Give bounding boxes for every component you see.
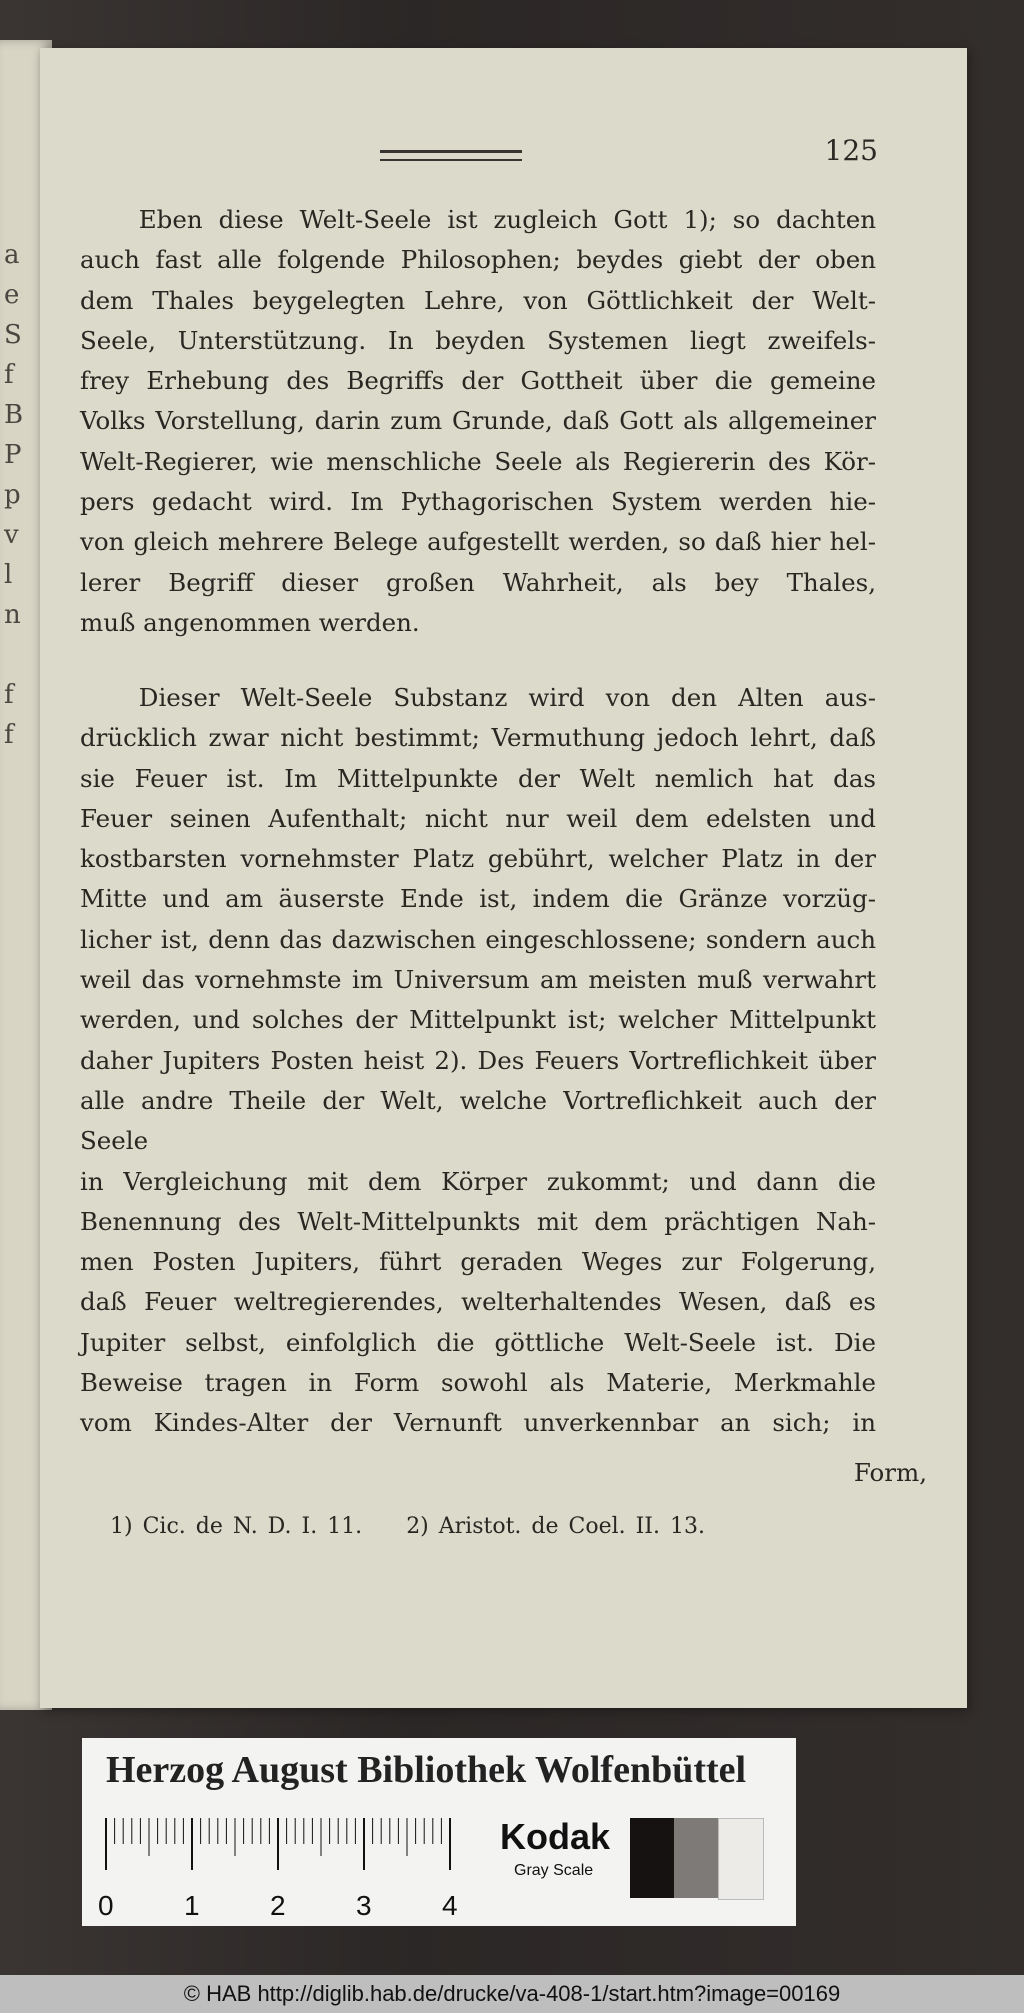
text-line: kostbarsten vornehmster Platz gebührt, welcher Platz in der [80,844,876,874]
book-page [40,48,967,1708]
text-line: muß angenommen werden. [80,607,420,637]
adjacent-page-letter: e [4,280,20,310]
page-number: 125 [824,134,878,167]
text-line: Dieser Welt-Seele Substanz wird von den Alten aus- [138,683,876,712]
text-line: Seele, Unterstützung. In beyden Systemen liegt zweifels- [80,325,876,355]
text-line: in Vergleichung mit dem Körper zukommt; und dann die [80,1166,876,1196]
paragraph-2 [80,678,876,1444]
text-line: men Posten Jupiters, führt geraden Weges zur Folgerung, [80,1247,876,1277]
ruler-number: 3 [356,1890,372,1921]
ruler-numbers [98,1890,484,1921]
adjacent-page-letter: f [4,720,14,750]
footnotes [110,1514,870,1539]
text-line: weil das vornehmste im Universum am meisten muß verwahrt [80,965,876,995]
footnote-1: 1) Cic. de N. D. I. 11. [110,1514,363,1539]
ruler-ticks [104,1818,474,1878]
text-line: daß Feuer weltregierendes, welterhaltendes Wesen, daß es [80,1287,876,1317]
ruler-number: 2 [270,1890,286,1921]
text-line: auch fast alle folgende Philosophen; beydes giebt der oben [80,245,876,275]
adjacent-page-letter: P [4,440,22,470]
text-line: lerer Begriff dieser großen Wahrheit, als bey Thales, [80,567,876,597]
scale-ruler [98,1818,474,1921]
text-line: licher ist, denn das dazwischen eingeschlossene; sondern auch [80,924,876,954]
text-line: alle andre Theile der Welt, welche Vortreflichkeit auch der Seele [80,1085,876,1156]
text-line: Mitte und am äuserste Ende ist, indem die Gränze vorzüg- [80,884,876,914]
adjacent-page-letter: S [4,320,22,350]
text-line: von gleich mehrere Belege aufgestellt werden, so daß hier hel- [80,527,876,557]
text-line: werden, und solches der Mittelpunkt ist; welcher Mittelpunkt [80,1005,876,1035]
text-line: Beweise tragen in Form sowohl als Materie, Merkmahle [80,1368,876,1398]
adjacent-page-letter: f [4,680,14,710]
text-line: Welt-Regierer, wie menschliche Seele als Regiererin des Kör- [80,446,876,476]
swatch-gray [674,1818,718,1898]
gray-scale-label: Gray Scale [514,1862,594,1879]
text-line: daher Jupiters Posten heist 2). Des Feuers Vortreflichkeit über [80,1045,876,1075]
page-header [380,134,960,174]
text-line: pers gedacht wird. Im Pythagorischen System werden hie- [80,487,876,517]
catchword: Form, [853,1458,927,1487]
header-rule [380,150,522,161]
text-line: dem Thales beygelegten Lehre, von Göttlichkeit der Welt- [80,285,876,315]
text-line: Benennung des Welt-Mittelpunkts mit dem prächtigen Nah- [80,1206,876,1236]
adjacent-page-letter: a [4,240,20,270]
paragraph-1 [80,200,876,643]
text-line: frey Erhebung des Begriffs der Gottheit über die gemeine [80,366,876,396]
text-line: Volks Vorstellung, darin zum Grunde, daß Gott als allgemeiner [80,406,876,436]
ruler-number: 1 [184,1890,200,1921]
adjacent-page-letter: l [4,560,13,590]
library-name: Herzog August Bibliothek Wolfenbüttel [106,1749,747,1791]
footnote-2: 2) Aristot. de Coel. II. 13. [406,1514,705,1539]
color-calibration-target [82,1738,796,1926]
kodak-logo: Kodak [500,1816,611,1857]
adjacent-page-letter: B [4,400,24,430]
swatch-white [718,1818,764,1900]
adjacent-page-letter: v [4,520,19,550]
adjacent-page-letter: p [4,480,21,510]
text-line: sie Feuer ist. Im Mittelpunkte der Welt nemlich hat das [80,763,876,793]
text-line: Feuer seinen Aufenthalt; nicht nur weil dem edelsten und [80,803,876,833]
ruler-number: 0 [98,1890,114,1921]
copyright-footer: © HAB http://diglib.hab.de/drucke/va-408-1/start.htm?image=00169 [0,1975,1024,2013]
text-line: vom Kindes-Alter der Vernunft unverkennbar an sich; in [80,1408,876,1438]
ruler-number: 4 [442,1890,458,1921]
adjacent-page-letter: f [4,360,14,390]
swatch-black [630,1818,674,1898]
adjacent-page-letter: n [4,600,21,630]
text-line: drücklich zwar nicht bestimmt; Vermuthung jedoch lehrt, daß [80,723,876,753]
text-line: Eben diese Welt-Seele ist zugleich Gott 1); so dachten [138,205,876,234]
text-line: Jupiter selbst, einfolglich die göttliche Welt-Seele ist. Die [80,1327,876,1357]
